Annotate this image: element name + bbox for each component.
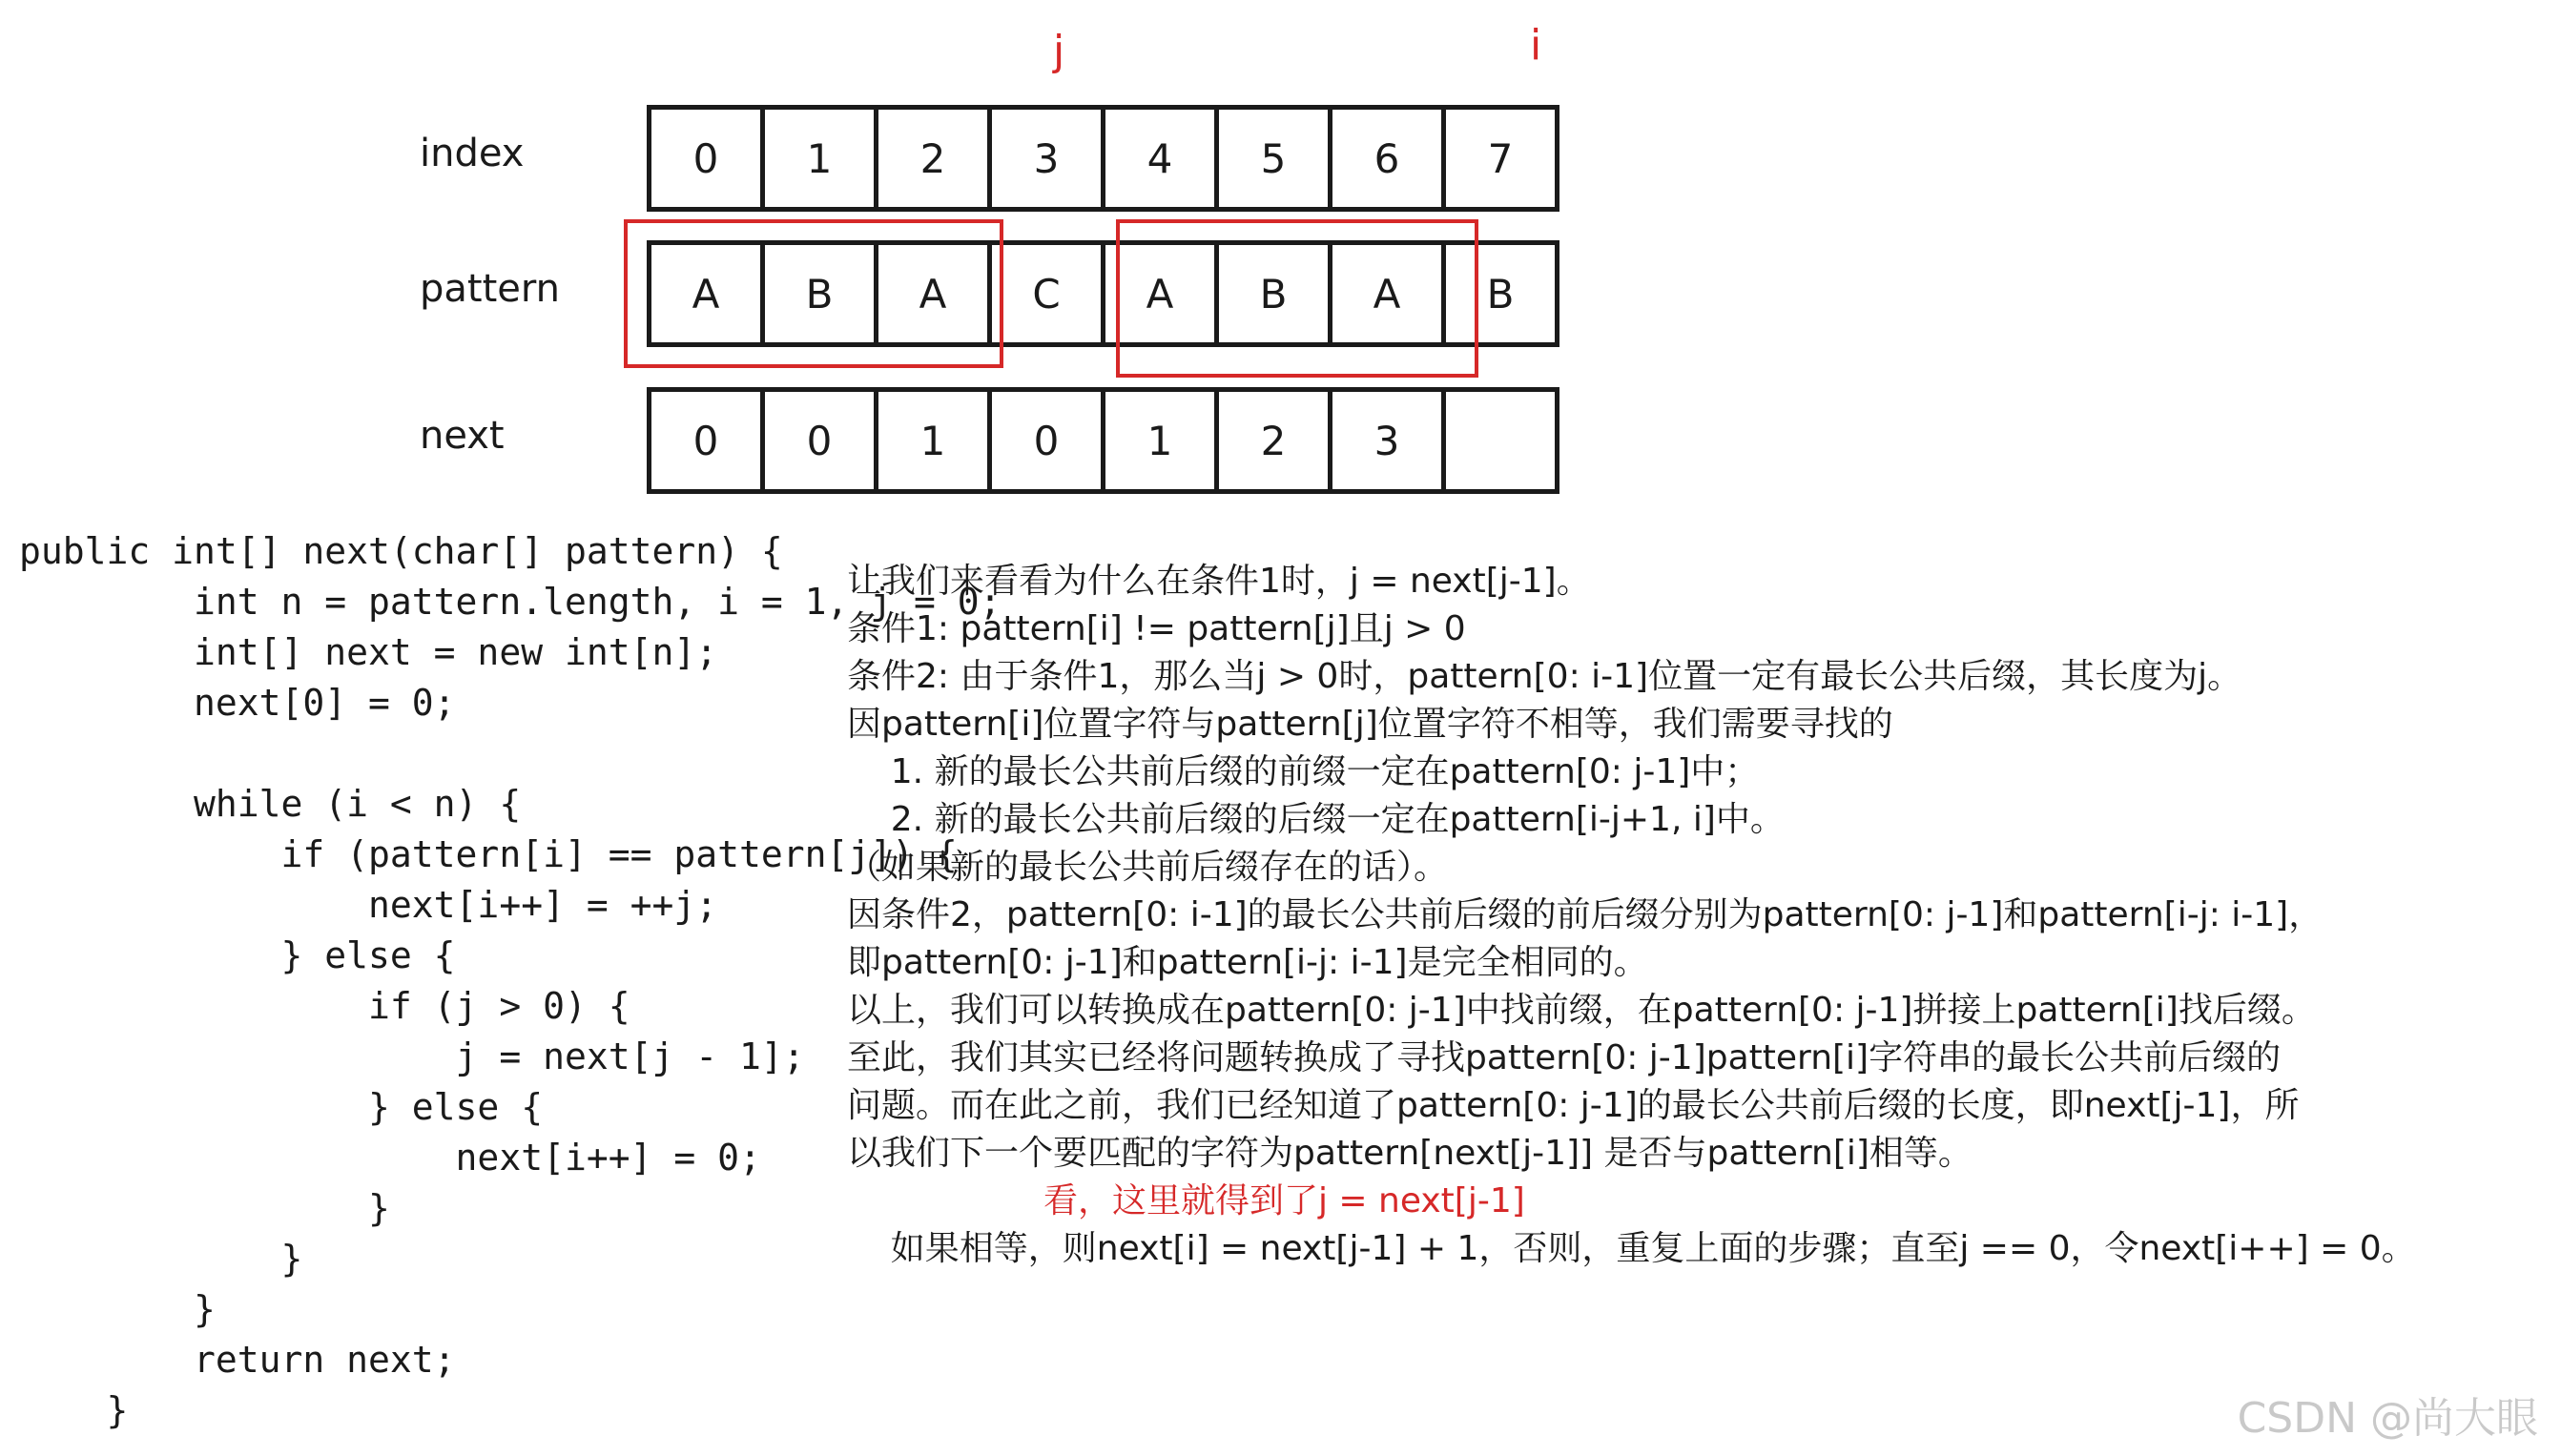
next-row-label: next (420, 414, 505, 458)
code-line: } else { (19, 1086, 544, 1128)
suffix-highlight-box (1116, 219, 1478, 378)
code-line: j = next[j - 1]; (19, 1036, 805, 1077)
pattern-cell: B (760, 240, 878, 347)
pattern-cell: A (1101, 240, 1219, 347)
pattern-cell: C (987, 240, 1105, 347)
explanation-line: 即pattern[0: j-1]和pattern[i-j: i-1]是完全相同的。 (847, 943, 1648, 982)
pattern-cell: A (647, 240, 765, 347)
index-row (647, 105, 1559, 212)
index-cell: 3 (987, 105, 1105, 212)
code-line: } (19, 1238, 303, 1280)
explanation-line: 问题。而在此之前，我们已经知道了pattern[0: j-1]的最长公共前后缀的长度，即next[j-1]，所 (847, 1086, 2300, 1125)
next-cell (1441, 387, 1559, 494)
j-pointer-marker: j (1053, 27, 1065, 75)
pattern-cell: A (874, 240, 992, 347)
index-cell: 0 (647, 105, 765, 212)
explanation-line: 1. 新的最长公共前后缀的前缀一定在pattern[0: j-1]中； (847, 752, 1760, 791)
next-cell: 3 (1328, 387, 1446, 494)
explanation-line: 至此，我们其实已经将问题转换成了寻找pattern[0: j-1]pattern[i]字符串的最长公共前后缀的 (847, 1038, 2282, 1077)
explanation-line: 因条件2，pattern[0: i-1]的最长公共前后缀的前后缀分别为pattern[0: j-1]和pattern[i-j: i-1]， (847, 895, 2323, 934)
next-cell: 0 (647, 387, 765, 494)
next-cell: 1 (874, 387, 992, 494)
index-cell: 2 (874, 105, 992, 212)
explanation-line: 以我们下一个要匹配的字符为pattern[next[j-1]] 是否与pattern[i]相等。 (847, 1134, 1972, 1173)
next-cell: 0 (760, 387, 878, 494)
explanation-line: 因pattern[i]位置字符与pattern[j]位置字符不相等，我们需要寻找的 (847, 705, 1893, 744)
explanation-line: （如果新的最长公共前后缀存在的话）。 (847, 848, 1449, 887)
code-line: return next; (19, 1339, 456, 1381)
explanation-block (847, 558, 2416, 1273)
explanation-line: 让我们来看看为什么在条件1时，j = next[j-1]。 (847, 562, 1591, 601)
next-cell: 0 (987, 387, 1105, 494)
index-cell: 5 (1214, 105, 1332, 212)
code-line: } (19, 1187, 390, 1229)
next-cell: 1 (1101, 387, 1219, 494)
code-line: } (19, 1389, 129, 1431)
index-cell: 7 (1441, 105, 1559, 212)
explanation-line: 如果相等，则next[i] = next[j-1] + 1，否则，重复上面的步骤；直至j == 0，令next[i++] = 0。 (847, 1229, 2416, 1268)
code-line: while (i < n) { (19, 783, 522, 825)
pattern-cell: B (1441, 240, 1559, 347)
explanation-highlight-line: 看，这里就得到了j = next[j-1] (847, 1181, 1525, 1220)
code-line: next[i++] = ++j; (19, 884, 718, 926)
watermark: CSDN @尚大眼 (2237, 1394, 2538, 1443)
explanation-line: 2. 新的最长公共前后缀的后缀一定在pattern[i-j+1, i]中。 (847, 800, 1785, 839)
i-pointer-marker: i (1530, 21, 1542, 70)
pattern-row-label: pattern (420, 267, 560, 311)
index-cell: 4 (1101, 105, 1219, 212)
explanation-line: 条件2: 由于条件1，那么当j > 0时，pattern[0: i-1]位置一定有最长公共后缀，其长度为j。 (847, 657, 2242, 696)
prefix-highlight-box (624, 219, 1003, 368)
code-line: } else { (19, 934, 456, 976)
index-row-label: index (420, 132, 525, 175)
code-line: next[0] = 0; (19, 682, 456, 724)
code-line: public int[] next(char[] pattern) { (19, 530, 783, 572)
code-line: } (19, 1288, 216, 1330)
index-cell: 1 (760, 105, 878, 212)
explanation-line: 以上，我们可以转换成在pattern[0: j-1]中找前缀，在pattern[0: j-1]拼接上pattern[i]找后缀。 (847, 991, 2316, 1030)
code-line: int[] next = new int[n]; (19, 631, 718, 673)
code-line: if (j > 0) { (19, 985, 630, 1027)
code-line: if (pattern[i] == pattern[j]) { (19, 833, 958, 875)
pattern-cell: B (1214, 240, 1332, 347)
next-row (647, 387, 1559, 494)
pattern-cell: A (1328, 240, 1446, 347)
explanation-line: 条件1: pattern[i] != pattern[j]且j > 0 (847, 609, 1466, 648)
next-cell: 2 (1214, 387, 1332, 494)
index-cell: 6 (1328, 105, 1446, 212)
code-line: int n = pattern.length, i = 1, j = 0; (19, 581, 1002, 623)
code-line: next[i++] = 0; (19, 1137, 761, 1179)
